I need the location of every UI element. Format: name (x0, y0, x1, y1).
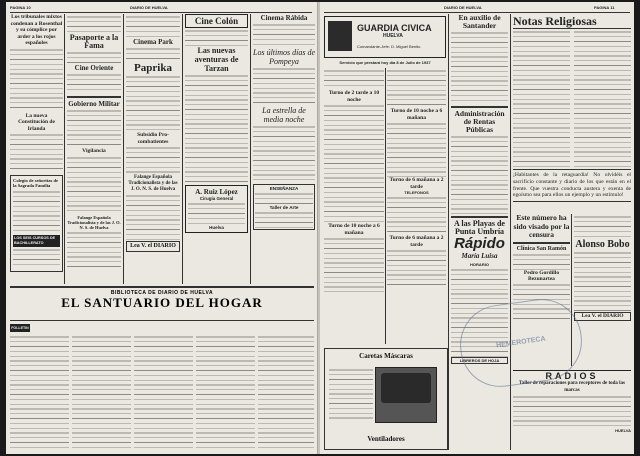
right-page (320, 2, 634, 454)
mascaras-title: Caretas Máscaras (359, 352, 413, 360)
playas-headline: A las Playas de Punta Umbría (454, 219, 505, 236)
right-folio (324, 4, 630, 13)
serial-header (10, 290, 314, 310)
guardia-col-b (387, 68, 446, 344)
cirugia-label: Cirugía General (199, 196, 234, 201)
bachillerato-band: LOS SEIS CURSOS DE BACHILLERATO (13, 235, 60, 247)
article-body (10, 47, 63, 111)
censura-notice: Este número ha sido visado por la censura (513, 213, 570, 239)
roster-text (324, 68, 384, 90)
vigilancia-heading: Vigilancia (82, 148, 106, 154)
roster-text (324, 103, 384, 223)
article-body (67, 155, 121, 215)
roster-text (387, 195, 446, 235)
ensenanza-ad (253, 184, 315, 230)
auxilio-headline: En auxilio de Santander (458, 14, 501, 30)
left-folio (10, 4, 312, 13)
taller-arte-heading: Taller de Arte (269, 205, 299, 210)
religiosas-headline: Notas Religiosas (513, 14, 631, 29)
alonso-bobo-title: Alonso Bobo (575, 239, 630, 250)
right-masthead: DIARIO DE HUELVA (444, 5, 482, 10)
right-col-right (513, 14, 631, 450)
right-page-number: PAGINA 11 (594, 5, 615, 10)
ruiz-lopez-name: A. Ruiz López (195, 188, 238, 196)
ad-text (513, 252, 570, 270)
turno-heading: Turno de 10 noche a 6 mañana (328, 223, 380, 236)
article-body (126, 14, 180, 38)
roster-text (387, 121, 446, 177)
folletin-label: FOLLETIN (11, 326, 29, 330)
biblioteca-band: BIBLIOTECA DE DIARIO DE HUELVA (110, 290, 214, 296)
cine-colon-headline: Cine Colón (194, 16, 239, 26)
servicio-title: Servicio que prestará hoy día 8 de Julio de 1937 (339, 60, 431, 65)
pompeya-headline: Los últimos días de Pompeya (253, 48, 315, 66)
article-body (67, 108, 121, 148)
guardia-header (324, 16, 446, 58)
rosenthal-headline: Los tribunales mixtos condenan a Rosenthal y su cómplice por arder a los rojos españoles (10, 14, 63, 46)
cinema-rabida-headline: Cinema Rábida (260, 14, 308, 22)
ensenanza-heading: ENSEÑANZA (269, 186, 299, 191)
ventiladores-title: Ventiladores (367, 435, 405, 443)
roster-text (387, 248, 446, 288)
turno-heading: Turno de 10 noche a 6 mañana (390, 108, 443, 121)
left-col-5 (253, 14, 315, 284)
left-masthead: DIARIO DE HUELVA (130, 5, 168, 10)
huelva-crest-icon (328, 21, 352, 51)
radios-title: RADIOS (545, 371, 599, 381)
article-body (253, 124, 315, 184)
article-body (451, 134, 508, 214)
turno-heading: Turno de 2 tarde a 10 noche (328, 90, 380, 103)
turno-heading: Turno de 6 mañana a 2 tarde (389, 177, 444, 190)
left-col-2 (67, 14, 121, 284)
article-body (185, 73, 248, 183)
guardia-title: GUARDIA CIVICA (357, 23, 432, 33)
article-body (67, 72, 121, 94)
lea-diario-ad: Lea V. el DIARIO (126, 241, 180, 252)
subsidio-headline: Subsidio Pro-combatientes (137, 132, 169, 145)
left-page-number: PAGINA 10 (10, 5, 31, 10)
telefonos-heading: TELEFONOS (404, 190, 429, 195)
article-body (451, 30, 508, 104)
article-body (10, 132, 63, 172)
gobierno-militar-headline: Gobierno Militar (68, 100, 120, 108)
stamp-text: HEMEROTECA (495, 335, 547, 350)
rapido-headline: Rápido (454, 235, 505, 252)
tarzan-headline: Las nuevas aventuras de Tarzan (194, 46, 239, 73)
left-col-3 (126, 14, 180, 284)
turno-heading: Turno de 6 mañana a 2 tarde (389, 235, 444, 248)
article-body (126, 46, 180, 62)
ad-text (513, 394, 631, 428)
libreros-band: LIBREROS DE HOJA (451, 357, 508, 364)
mascaras-ad (324, 348, 448, 450)
article-body (67, 50, 121, 64)
radios-footer: HUELVA (615, 428, 631, 433)
left-col-4 (185, 14, 248, 284)
administracion-headline: Administración de Rentas Públicas (454, 109, 505, 134)
guardia-comandante: Comandante-Jefe: D. Miguel Benito (357, 44, 421, 49)
article-body (67, 14, 121, 34)
left-page (6, 2, 318, 454)
article-body (126, 74, 180, 132)
pasaporte-headline: Pasaporte a la Fama (69, 33, 119, 50)
cinema-park-headline: Cinema Park (133, 38, 173, 46)
colegio-text-2 (13, 247, 60, 269)
maria-luisa-name: María Luisa (461, 252, 498, 260)
paprika-headline: Paprika (134, 62, 172, 74)
falange-heading: Falange Española Tradicionalista y de las J. O. N. S. de Huelva (67, 214, 121, 230)
serial-text (10, 334, 314, 450)
ad-text (255, 191, 313, 205)
colegio-ad (10, 175, 63, 272)
cine-oriente-headline: Cine Oriente (74, 64, 114, 72)
ruiz-lopez-ad (185, 185, 248, 233)
article-body (126, 193, 180, 241)
ad-text (329, 367, 373, 421)
cine-colon-box (185, 14, 248, 28)
radios-subtitle: Taller de reparaciones para receptores de toda las marcas (519, 381, 625, 393)
huelva-label: Huelva (209, 225, 224, 230)
ad-text (574, 214, 631, 240)
article-body (253, 66, 315, 106)
left-col-1 (10, 14, 63, 284)
roster-text (324, 236, 384, 296)
habitantes-notice: ¡Habitantes de la retaguardia! No olvidéis el sacrificio constante y diario de los que están en el frente. Que vuestra conducta austera y exenta de egoísmo sea para ellos un ejemplo y un estímulo! (513, 169, 631, 202)
alonso-block (574, 214, 631, 321)
santuario-title: EL SANTUARIO DEL HOGAR (61, 295, 263, 310)
article-body (253, 22, 315, 48)
horario-heading: HORARIO (470, 262, 489, 267)
guardia-subtitle: HUELVA (383, 33, 403, 39)
ad-text (255, 210, 313, 228)
colegio-title: Colegio de señoritas de la Sagrada Familia (13, 178, 59, 189)
clinica-title: Clínica San Ramón (516, 245, 567, 252)
clinica-doctor: Pedro Gordillo Bezunartea (523, 270, 560, 282)
falange-headline: Falange Española Tradicionalista y de las J. O. N. S. de Huelva (128, 175, 178, 192)
radio-cabinet-icon (375, 367, 437, 423)
ad-text (188, 201, 245, 225)
article-body (126, 145, 180, 175)
article-body (185, 28, 248, 46)
newspaper-spread (6, 2, 634, 454)
article-body (67, 230, 121, 270)
estrella-headline: La estrella de media noche (262, 106, 306, 124)
roster-text (387, 68, 446, 108)
colegio-text (13, 189, 60, 235)
lea-diario-ad-2: Lea V. el DIARIO (574, 312, 631, 321)
irlanda-headline: La nueva Constitución de Irlanda (18, 112, 55, 132)
religiosas-text (513, 29, 631, 169)
ad-text (574, 250, 631, 312)
guardia-civica-block (324, 16, 446, 346)
guardia-col-a (324, 68, 384, 344)
